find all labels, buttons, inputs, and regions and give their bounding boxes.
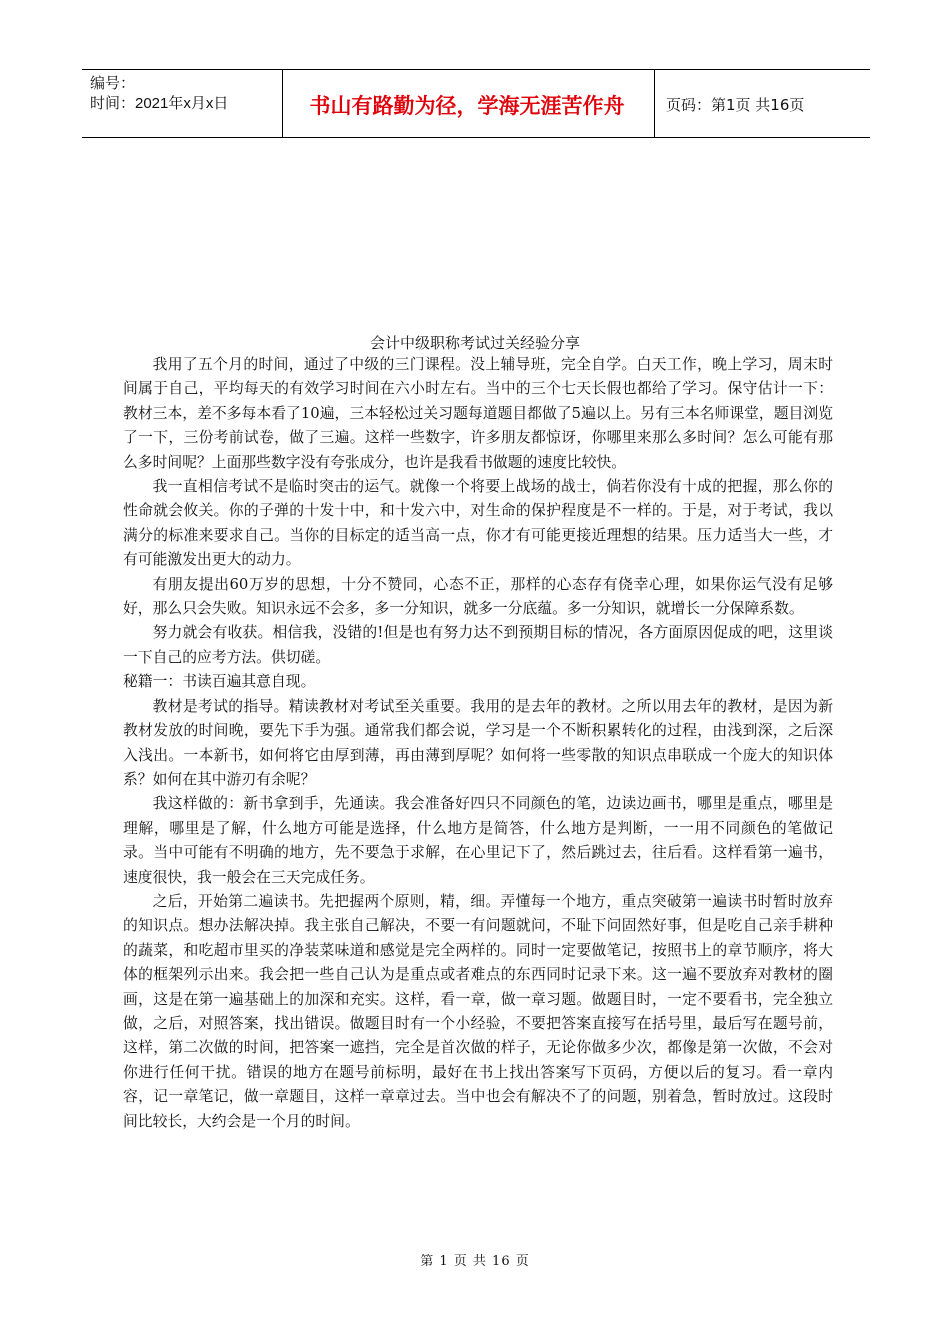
header-page-info: 页码：第1页 共16页 <box>666 96 805 114</box>
header-meta <box>90 74 228 114</box>
paragraph: 我一直相信考试不是临时突击的运气。就像一个将要上战场的战士，倘若你没有十成的把握，那么你的性命就会攸关。你的子弹的十发十中，和十发六中，对生命的保护程度是不一样的。于是，对于考试，我以满分的标准来要求自己。当你的目标定的适当高一点，你才有可能更接近理想的结果。压力适当大一些，才有可能激发出更大的动力。 <box>123 478 833 569</box>
paragraph: 我这样做的：新书拿到手，先通读。我会准备好四只不同颜色的笔，边读边画书，哪里是重点，哪里是理解，哪里是了解，什么地方可能是选择，什么地方是简答，什么地方是判断，一一用不同颜色的笔做记录。当中可能有不明确的地方，先不要急于求解，在心里记下了，然后跳过去，往后看。这样看第一遍书，速度很快，我一般会在三天完成任务。 <box>123 795 833 886</box>
paragraph: 努力就会有收获。相信我，没错的!但是也有努力达不到预期目标的情况，各方面原因促成的吧，这里谈一下自己的应考方法。供切磋。 <box>123 624 833 666</box>
header-number-label: 编号： <box>90 75 136 92</box>
header-time-label: 时间：2021年x月x日 <box>90 95 229 112</box>
paragraph: 有朋友提出60万岁的思想，十分不赞同，心态不正，那样的心态存有侥幸心理，如果你运气没有足够好，那么只会失败。知识永远不会多，多一分知识，就多一分底蕴。多一分知识，就增长一分保障系数。 <box>123 575 833 618</box>
document-header <box>82 69 870 138</box>
document-body <box>123 353 833 1134</box>
document-title: 会计中级职称考试过关经验分享 <box>369 334 580 352</box>
paragraph: 之后，开始第二遍读书。先把握两个原则，精，细。弄懂每一个地方，重点突破第一遍读书时暂时放弃的知识点。想办法解决掉。我主张自己解决，不要一有问题就问，不耻下问固然好事，但是吃自己亲手耕种的蔬菜，和吃超市里买的净装菜味道和感觉是完全两样的。同时一定要做笔记，按照书上的章节顺序，将大体的框架列示出来。我会把一些自己认为是重点或者难点的东西同时记录下来。这一遍不要放弃对教材的圈画，这是在第一遍基础上的加深和充实。这样，看一章，做一章习题。做题目时，一定不要看书，完全独立做，之后，对照答案，找出错误。做题目时有一个小经验，不要把答案直接写在括号里，最后写在题号前，这样，第二次做的时间，把答案一遮挡，完全是首次做的样子，无论你做多少次，都像是第一次做，不会对你进行任何干扰。错误的地方在题号前标明，最好在书上找出答案写下页码，方便以后的复习。看一章内容，记一章笔记，做一章题目，这样一章章过去。当中也会有解决不了的问题，别着急，暂时放过。这段时间比较长，大约会是一个月的时间。 <box>123 892 833 1130</box>
header-divider <box>654 70 655 137</box>
paragraph: 秘籍一：书读百遍其意自现。 <box>123 673 316 691</box>
paragraph: 我用了五个月的时间，通过了中级的三门课程。没上辅导班，完全自学。白天工作，晚上学习，周末时间属于自己，平均每天的有效学习时间在六小时左右。当中的三个七天长假也都给了学习。保守估计一下：教材三本，差不多每本看了10遍，三本轻松过关习题每道题目都做了5遍以上。另有三本名师课堂，题目浏览了一下，三份考前试卷，做了三遍。这样一些数字，许多朋友都惊讶，你哪里来那么多时间？怎么可能有那么多时间呢？上面那些数字没有夸张成分，也许是我看书做题的速度比较快。 <box>123 356 833 471</box>
paragraph: 教材是考试的指导。精读教材对考试至关重要。我用的是去年的教材。之所以用去年的教材，是因为新教材发放的时间晚，要先下手为强。通常我们都会说，学习是一个不断积累转化的过程，由浅到深，之后深入浅出。一本新书，如何将它由厚到薄，再由薄到厚呢？如何将一些零散的知识点串联成一个庞大的知识体系？如何在其中游刃有余呢？ <box>123 697 833 788</box>
header-motto: 书山有路勤为径，学海无涯苦作舟 <box>309 94 625 118</box>
page-footer: 第 1 页 共 16 页 <box>420 1254 530 1269</box>
